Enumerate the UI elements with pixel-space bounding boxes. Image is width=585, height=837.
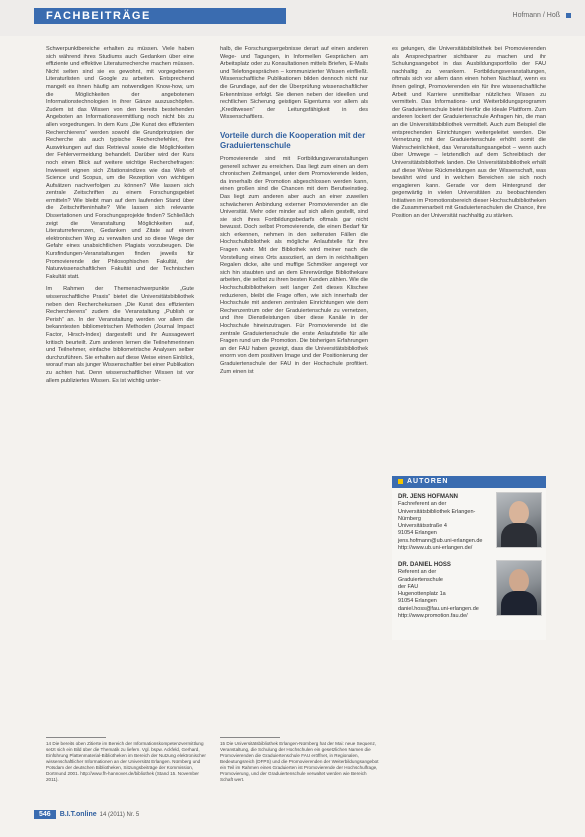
footnote-15 xyxy=(220,737,380,783)
author-line: der FAU xyxy=(398,583,419,590)
author-line: 91054 Erlangen xyxy=(398,598,437,605)
paragraph: Schwerpunktbereiche erhalten zu müssen. Viele haben sich während ihres Studiums auch Gedanken über eine effiziente und effektive Literaturrecherche machen müssen. Nicht selten sind sie es gewohnt, mit vorgegebenen Literaturlisten und Google zu arbeiten. Entsprechend mangelt es ihnen häufig am notwendigen Know-how, um die Möglichkeiten der angebotenen Informationstechnologien in ihrer Gänze auszuschöpfen. Zudem ist das Wissen von den bereits bestehenden Angeboten an Informationsvermittlung noch nicht bis zu allen vorgedrungen. In dem Kurs „Die Kunst des effizienten Recherchierens“ werden sowohl die Grundprinzipien der Recherche als auch typische Recherchefehler, ihre Auswirkungen auf das Retrieval sowie die Möglichkeiten der Fehlervermeidung behandelt. Darüber wird der Kurs noch einen Blick auf weitere wichtige Recherchefragen: Inwieweit eignen sich Zitationsindizes wie das Web of Science und Scopus, um die Rezeption von wichtigen Aufsätzen nachverfolgen zu können? Wie lassen sich zentrale Zeitschriften zu einem Forschungsgebiet ermitteln? Wie bleibt man auf dem laufenden Stand über die Zeitschrifteninhalte? Wie lassen sich relevante Dissertationen und Forschungsprojekte finden? Schließlich zeigt die Veranstaltung Möglichkeiten auf, Literaturreferenzen, Gedanken und Zitate auf einem elektronischen Weg zu verwalten und so diese Wege der Gefahr eines unabsichtlichen Plagiats vorzubeugen. Die Kursfindungen-Veranstaltungen finden jeweils für Promovierende der Philosophischen Fakultät, der Naturwissenschaftlichen Fakultät und der Technischen Fakultät statt. xyxy=(46,46,194,280)
author-url[interactable]: http://www.ub.uni-erlangen.de/ xyxy=(398,545,473,552)
author-name: DR. DANIEL HOSS xyxy=(398,562,451,568)
paragraph: Promovierende sind mit Fortbildungsveranstaltungen generell schwer zu erreichen. Das liegt zum einen an dem chronischen Zeitmangel, unter dem Promovierende leiden, da innerhalb der Promotion abgeschlossen werden kann, einen großen sind die Chancen mit dem Berufseinstieg. Das liegt zum anderen aber auch an einer zuweilen schwächeren Anbindung externer Promovierender an die Universität. Mehr oder minder auf sich allein gestellt, sind sie sich ihres Fortbildungsbedarfs oftmals gar nicht bewusst. Doch selbst Promovierende, die einen Bedarf für sich erkennen, nehmen in den seltensten Fällen die Hochschulbibliothek als mögliche Anlaufstelle für ihre Fragen wahr. Mit der Bibliothek wird meiner nach die Vorstellung eines Orts assoziiert, an dem in reichhaltigen Regalen dicke, alte und muffige Schmöker angeregt vor sich hin staubten und an dem Ehrerwürdige Bibliothekare arbeiten, die selbst zu ihren besten Kunden zählen. Wie die Hochschulbibliotheken seit langer Zeit dieses Klischee reduzieren, bleibt die Frage offen, wie sich innerhalb der Hochschule mit anderen zentralen Einrichtungen wie dem Rechenzentrum oder der Graduiertenschule zu vernetzen, und ihre Dienstleistungen über diese Kanäle in der Hochschule hineinzutragen. Für Promovierende ist die zentrale Graduiertenschule die erste Anlaufstelle für alle Fragen rund um die Promotion. Die bisherigen Erfahrungen an der FAU haben gezeigt, dass die Universitätsbibliothek enorm von dem positiven Image und der Positionierung der Graduiertenschule der FAU in der Hochschule profitiert. Zum einen ist xyxy=(220,155,368,375)
running-head xyxy=(513,12,571,19)
magazine-name: B.I.T.online xyxy=(59,811,97,818)
footnote-rule xyxy=(220,737,280,738)
author-name: DR. JENS HOFMANN xyxy=(398,494,459,500)
authors-heading xyxy=(392,476,546,488)
column-1 xyxy=(46,46,194,385)
author-url[interactable]: http://www.promotion.fau.de/ xyxy=(398,613,468,620)
author-email[interactable]: jens.hofmann@ub.uni-erlangen.de xyxy=(398,537,483,544)
square-bullet-icon xyxy=(398,479,403,484)
page-number: 546 xyxy=(34,810,56,819)
author-line: Hugenottenplatz 1a xyxy=(398,591,446,598)
footnote-rule xyxy=(46,737,106,738)
page-footer xyxy=(34,810,139,819)
author-1-photo xyxy=(496,492,542,548)
column-2 xyxy=(220,46,368,376)
running-head-authors: Hofmann / Hoß xyxy=(512,12,560,19)
footnote-text: 15 Die Universitätsbibliothek Erlangen-Nürnberg hat der Mai: neue Sequenz, Veranstaltung, die Schulung der Hochschulen ein gesetzlichen Namen die Promovierenden die Graduiertenschule FAU eröffnet, in Regionalen, Bedeutungsreich (DFPS) und die Promovierenden der Weiterbildungsangebot ein Teil im Rahmen eines Graduierten ist Promovierende der Hochschulfrage, Promovierung, und der Graduiertenschule verwaltet werden wie Bereich Schaft wert. xyxy=(220,741,379,782)
footnote-14 xyxy=(46,737,206,783)
section-label: FACHBEITRÄGE xyxy=(34,8,286,24)
author-email[interactable]: daniel.hoss@fau.uni-erlangen.de xyxy=(398,605,479,612)
header-square-icon xyxy=(566,13,571,18)
issue-info: 14 (2011) Nr. 5 xyxy=(99,812,140,818)
paragraph: es gelungen, die Universitätsbibliothek bei Promovierenden als Ansprechpartner sichtbarer zu machen und ihr Schulungsangebot in das Ausbildungsportfolio der FAU nachhaltig zu verankern. Fortbildungsveranstaltungen, oftmals sich vor allem dann einen hohen Nachlauf, wenn es ihnen gelingt, Promovierenden ein für ihre wissenschaftliche Arbeit und Karriere unmittelbar nützliches Wissen zu vermitteln. Das Informations- und Weiterbildungsprogramm der Graduiertenschule bietet hierfür die ideale Plattform. Zum anderen lockert der Graduiertenschule Anfragen hin, die man an die Universitätsbibliothek vermittelt. Auch zum Beispiel die entsprechenden Einrichtungen weitergeleitet werden. Die Vernetzung mit der Graduiertenschule erhöht somit die Wahrscheinlichkeit, das Veranstaltungsangebot – wenn auch über Umwege – letztendlich auf dem Schreibtisch der Universitätsbibliothek landen. Die Universitätsbibliothek erhält auf diese Weise Rückmeldungen aus der Wissenschaft, was bewährt wird und in welchen Bereichen sie sich noch engagieren kann. Gerade vor dem Hintergrund der gegenwärtig in vielen Universitäten zu beobachtenden Initiativen im Promotionsbereich dieser Hochschulbibliotheken die Zusammenarbeit mit Graduiertenschulen die Chance, ihre Position an der Universität nachhaltig zu stärken. xyxy=(392,46,546,220)
author-2-photo xyxy=(496,560,542,616)
header-bar xyxy=(0,0,585,36)
paragraph: Im Rahmen der Themenschwerpunkte „Gute wissenschaftliche Praxis“ bietet die Universitätsbibliothek neben den Recherchekursen „Die Kunst des effizienten Recherchierens“ zudem die Veranstaltung „Publish or Perish“ an. In der Veranstaltung werden vor allem die bekanntesten bibliometrischen Methoden (Journal Impact Factor, Hirsch-Index) dargestellt und ihr Aussagewert kritisch beurteilt. Zum anderen lernen die Teilnehmerinnen und Teilnehmer, einfache bibliometrische Analysen selber durchzuführen. Sie erhalten auf diese Weise einen Einblick, worauf man als junger Wissenschaftler bei einer Publikation zu achten hat. Denn wissenschaftlicher Wissen ist vor allem publiziertes Wissen. Es ist wichtig unter- xyxy=(46,286,194,384)
author-line: Universitätsstraße 4 xyxy=(398,523,447,530)
authors-box xyxy=(392,476,546,640)
authors-title: AUTOREN xyxy=(407,478,449,485)
paragraph: halb, die Forschungsergebnisse derart auf einen anderen Wege- und Tagungen, in Informellen Gesprächen am Arbeitsplatz oder zu Konsultationen mittels Briefen, E-Mails und Telefongesprächen – kommunizierter Wissen einfließt. Wissenschaftliche Publikationen bilden dennoch nicht nur die Grundlage, auf der die Überprüfung wissenschaftlicher Erkenntnisse erfolgt. Sie dienen neben der ideellen und rechtlichen Sicherung geistigen Eigentums vor allem als „Kreditwesen“ der Leitungsfähigkeit in des Wissenschaftlers. xyxy=(220,46,368,121)
footnote-text: 14 Die bereits oben Zitierte im Bereich der Informationskompetenzvermittlung setzt sich ein Bild über die Thematik zu liefern. Vgl. bspw. Ackfeld, Gerhard, Einführung Plattenmaterial-Bibliotheken im Bereich der Nutzung elektronischer wissenschaftlicher Informationen an der Universität Erlangen. Nürnberg und Potsdam der deutschen Bibliotheken, Sitzungsbeiträge der Kommission, Dortmund 2001. http://www.fh-hannover.de/bibliothek (Stand 15. November 2011). xyxy=(46,741,206,782)
author-line: Nürnberg xyxy=(398,515,421,522)
author-line: Referent an der xyxy=(398,569,437,576)
author-line: Graduiertenschule xyxy=(398,576,443,583)
author-line: 91054 Erlangen xyxy=(398,530,437,537)
column-3 xyxy=(392,46,546,221)
author-line: Fachreferent an der Universitätsbibliothek Erlangen- xyxy=(398,501,476,515)
section-heading: Vorteile durch die Kooperation mit der Graduiertenschule xyxy=(220,130,366,150)
